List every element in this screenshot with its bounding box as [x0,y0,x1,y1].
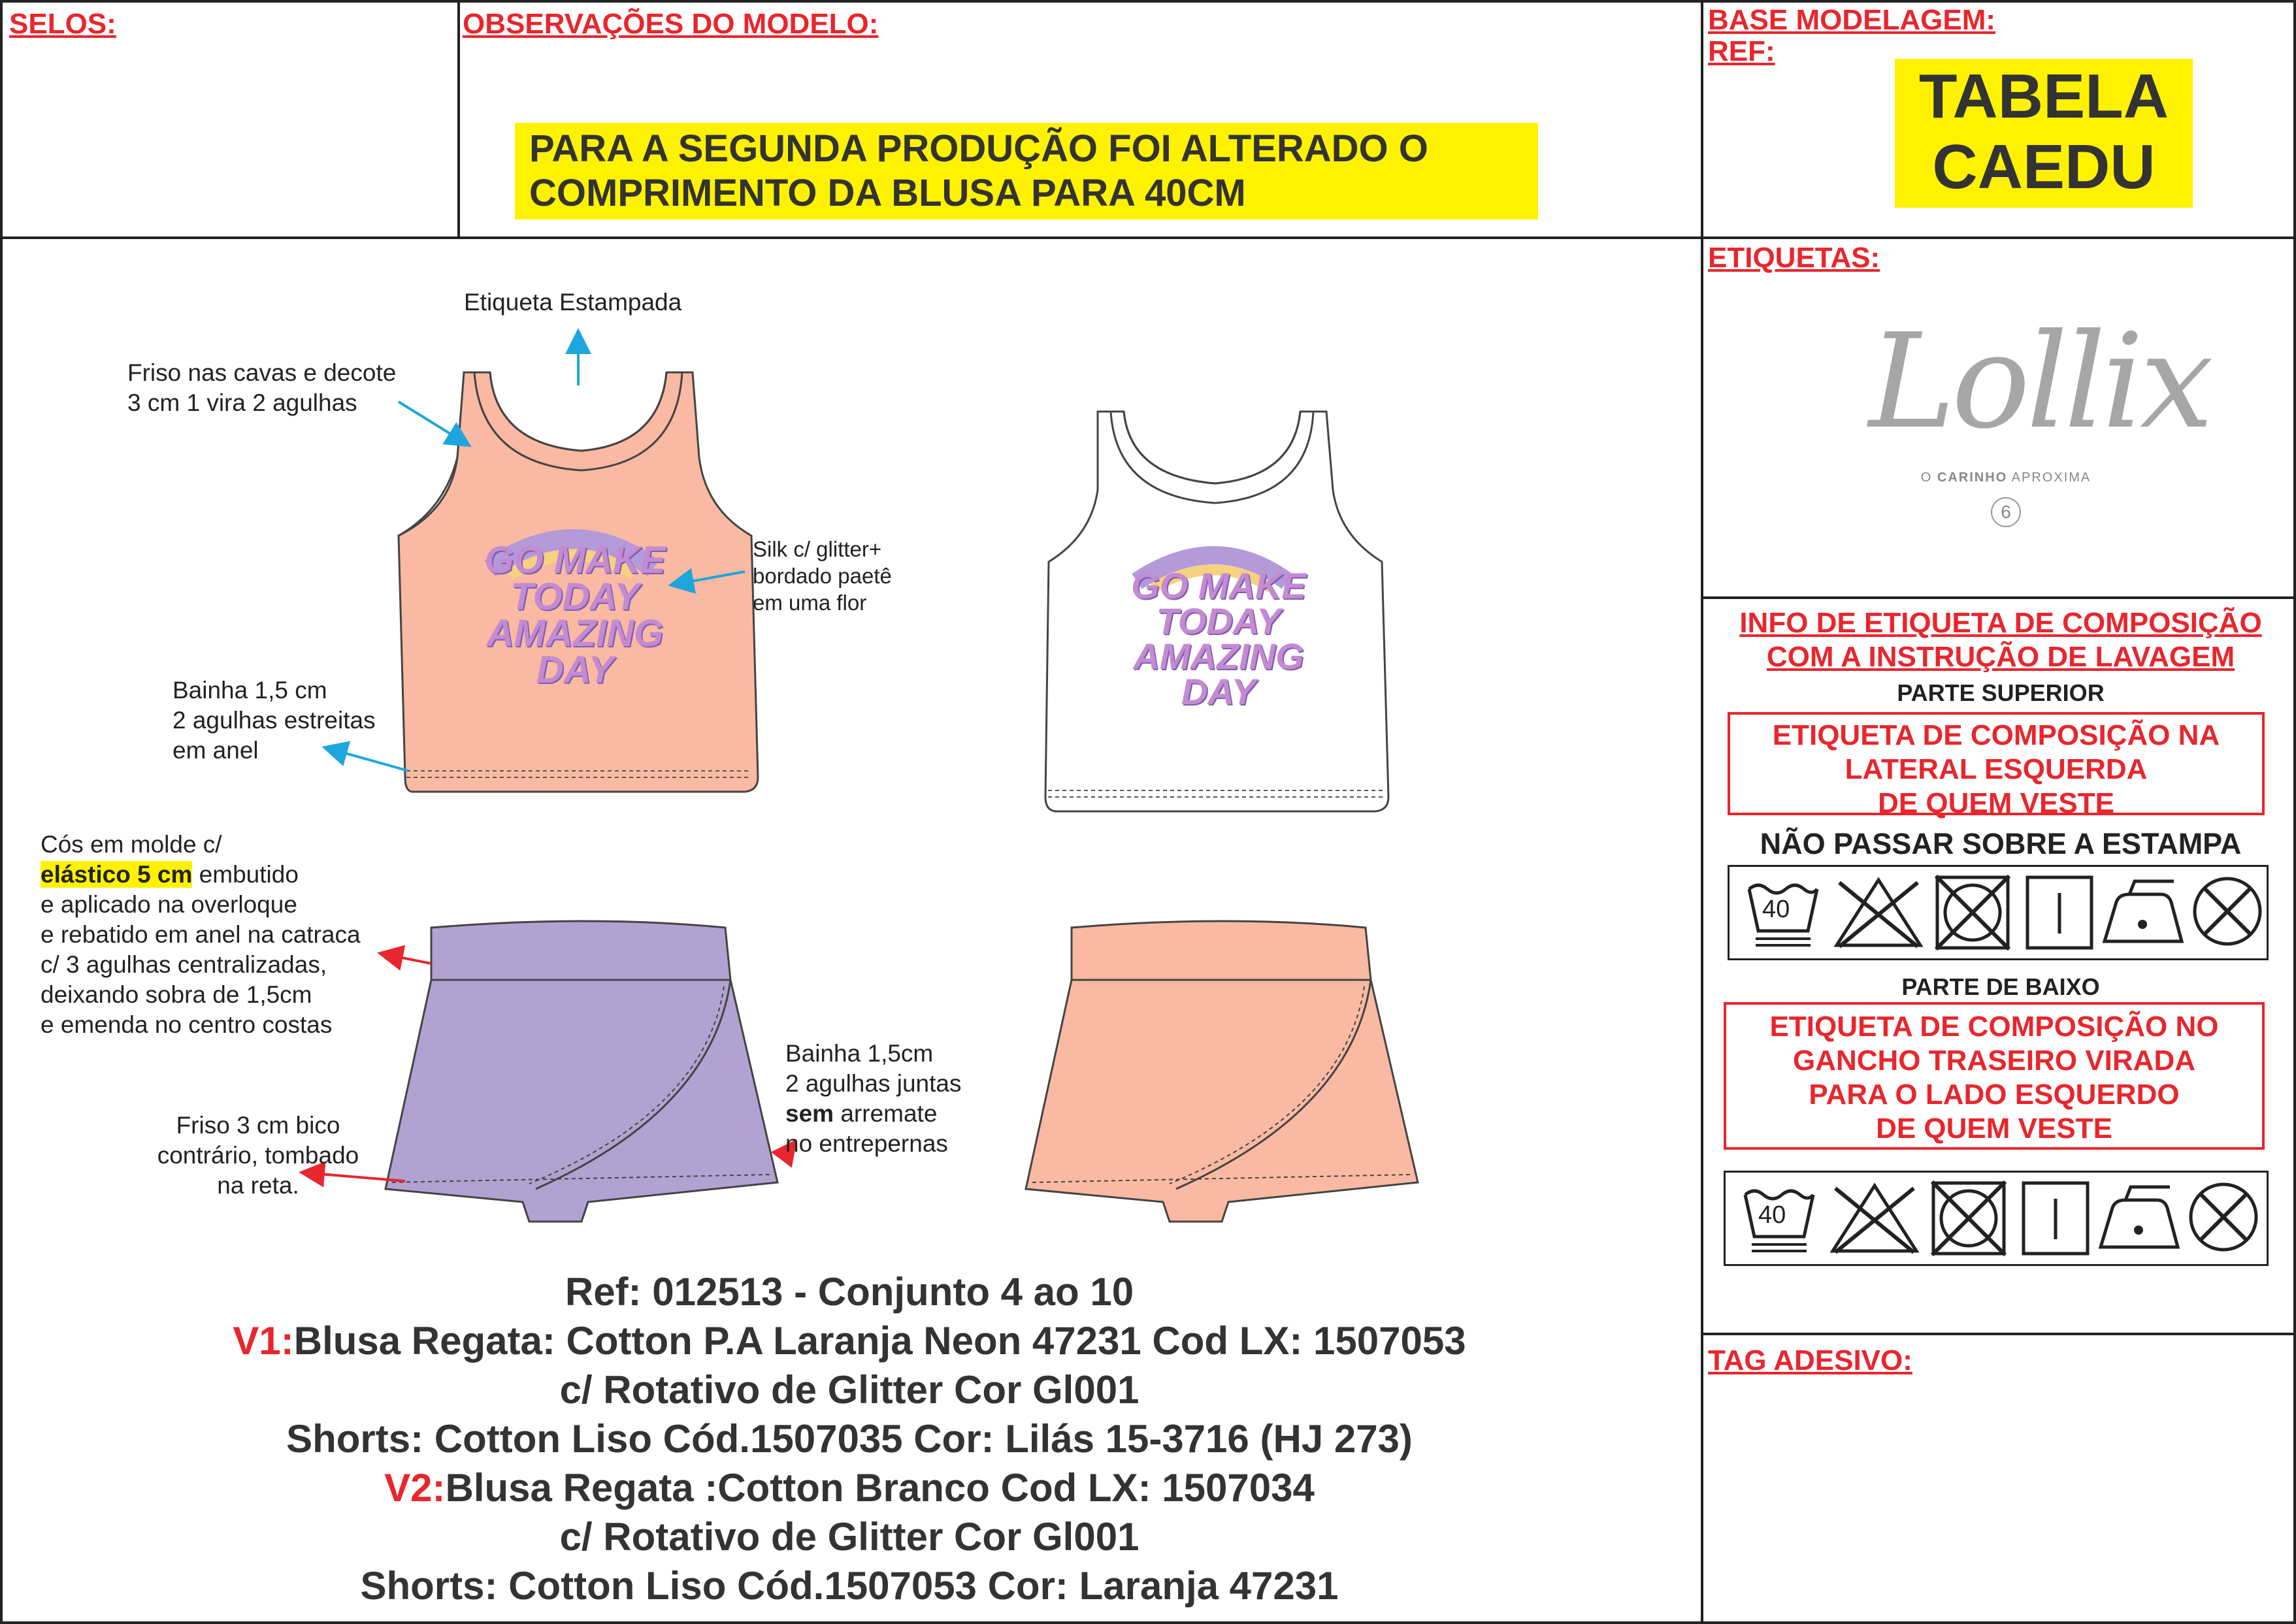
baixo-composition-box: ETIQUETA DE COMPOSIÇÃO NO GANCHO TRASEIRO VIRADA PARA O LADO ESQUERDO DE QUEM VESTE [1724,1002,2265,1150]
selos-label: SELOS: [9,8,116,40]
ref-label: REF: [1708,35,1775,67]
line-dry-icon [2025,873,2094,952]
silk-note: Silk c/ glitter+ bordado paetê em uma flor [753,537,892,615]
v2-line3: Shorts: Cotton Liso Cód.1507053 Cor: Laranja 47231 [360,1564,1339,1608]
no-tumble-dry-icon [1933,873,2012,952]
sidebar-divider-1 [1701,596,2296,599]
v2-line2: c/ Rotativo de Glitter Cor Gl001 [559,1515,1140,1559]
tabela-line1: TABELA [1918,61,2169,131]
iron-low-icon [2097,1182,2182,1255]
parte-baixo-label: PARTE DE BAIXO [1901,973,2100,1000]
friso-bico-note: Friso 3 cm bico contrário, tombado na reta. [157,1112,359,1199]
print-artwork-v1: GO MAKE TODAY AMAZING DAY [484,539,666,691]
print-artwork-v2: GO MAKE TODAY AMAZING DAY [1131,565,1306,712]
v1-line3: Shorts: Cotton Liso Cód.1507035 Cor: Lilás 15-3716 (HJ 273) [286,1417,1413,1461]
no-tumble-dry-icon [1929,1179,2008,1258]
parte-superior-label: PARTE SUPERIOR [1897,679,2105,706]
etiquetas-label: ETIQUETAS: [1708,242,1880,274]
superior-composition-box: ETIQUETA DE COMPOSIÇÃO NA LATERAL ESQUERDA DE QUEM VESTE [1728,712,2265,815]
v1-line1: V1:Blusa Regata: Cotton P.A Laranja Neon 47231 Cod LX: 1507053 [233,1319,1466,1363]
line-dry-icon [2021,1179,2090,1258]
v2-label: V2: [384,1466,446,1510]
care-symbols-superior [1728,865,2269,960]
v1-label: V1: [233,1319,294,1363]
no-bleach-icon [1829,1182,1920,1255]
care-symbols-baixo [1724,1171,2269,1266]
sidebar-divider [1701,0,1703,1624]
brand-tagline: O CARINHO APROXIMA [1920,470,2091,485]
v1-line2: c/ Rotativo de Glitter Cor Gl001 [559,1368,1140,1412]
base-modelagem-label: BASE MODELAGEM: [1708,4,1995,36]
elastico-highlight: elástico 5 cm [41,861,193,888]
ref-title: Ref: 012513 - Conjunto 4 ao 10 [565,1270,1134,1314]
bainha-short-note: Bainha 1,5cm 2 agulhas juntas sem arremate no entrepernas [785,1040,962,1157]
no-bleach-icon [1833,876,1924,949]
nao-passar-label: NÃO PASSAR SOBRE A ESTAMPA [1760,827,2242,860]
frame-right [2293,0,2296,1624]
tabela-caedu-box [1895,59,2193,208]
bainha-blusa-note: Bainha 1,5 cm 2 agulhas estreitas em anel [172,677,376,764]
sidebar-divider-2 [1701,1333,2296,1335]
etiqueta-estampada-note: Etiqueta Estampada [464,289,682,316]
brand-logo [1869,306,2210,523]
observacao-line1: PARA A SEGUNDA PRODUÇÃO FOI ALTERADO O [529,127,1428,170]
info-etiqueta-title: INFO DE ETIQUETA DE COMPOSIÇÃO COM A INSTRUÇÃO DE LAVAGEM [1739,607,2262,673]
v2-line1: V2:Blusa Regata :Cotton Branco Cod LX: 1507034 [384,1466,1315,1510]
brand-size-badge: 6 [1991,497,2021,527]
iron-low-icon [2101,876,2186,949]
no-dry-clean-icon [2191,875,2264,948]
wash-temp: 40 [1758,1201,1786,1229]
observacoes-label: OBSERVAÇÕES DO MODELO: [463,8,879,40]
tag-adesivo-label: TAG ADESIVO: [1708,1344,1912,1376]
observacao-line2: COMPRIMENTO DA BLUSA PARA 40CM [529,172,1246,214]
friso-cavas-note: Friso nas cavas e decote 3 cm 1 vira 2 agulhas [127,359,397,416]
cos-note: Cós em molde c/ elástico 5 cm embutido e aplicado na overloque e rebatido em anel na catraca c/ 3 agulhas centralizadas, deixando sobra de 1,5cm e emenda no centro costas [41,831,361,1038]
no-dry-clean-icon [2187,1180,2260,1254]
tabela-line2: CAEDU [1932,132,2156,202]
wash-temp: 40 [1762,896,1790,923]
brand-wordmark: Lollix [1869,306,2210,458]
